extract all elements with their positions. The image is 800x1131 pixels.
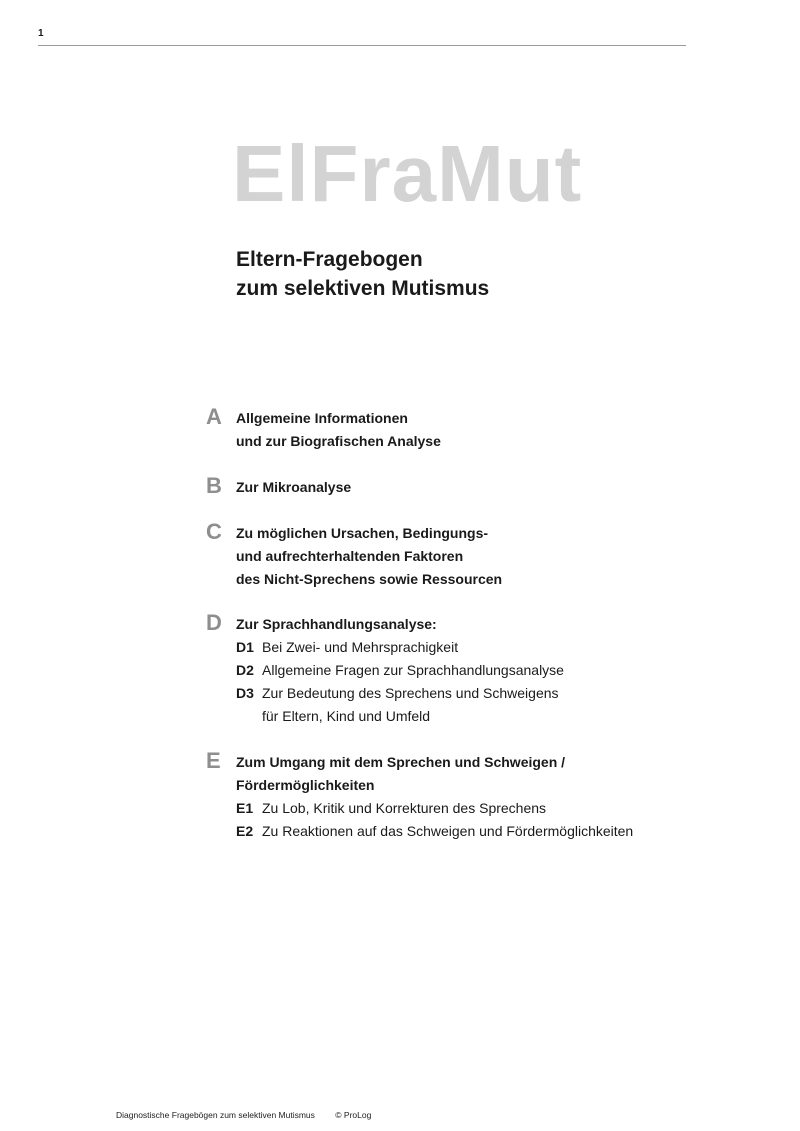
section-letter-e: E	[206, 748, 221, 773]
section-a-line-1: Allgemeine Informationen	[236, 410, 408, 426]
subtitle-line-1: Eltern-Fragebogen	[236, 248, 423, 271]
item-code: D2	[236, 662, 254, 678]
subtitle-line-2: zum selektiven Mutismus	[236, 277, 490, 300]
section-e-line-2: Fördermöglichkeiten	[236, 777, 375, 793]
section-c-line-3: des Nicht-Sprechens sowie Ressourcen	[236, 571, 503, 587]
item-code: D3	[236, 685, 254, 701]
section-letter-c: C	[206, 519, 222, 544]
list-item	[236, 797, 633, 820]
item-text: Bei Zwei- und Mehrsprachigkeit	[262, 639, 459, 655]
item-text: Zu Lob, Kritik und Korrekturen des Sprechens	[262, 800, 547, 816]
list-item	[236, 636, 564, 659]
footer-source: Diagnostische Fragebögen zum selektiven Mutismus	[116, 1110, 315, 1120]
brand-title: ElFraMut	[232, 129, 583, 218]
item-text: Zur Bedeutung des Sprechens und Schweigens	[262, 685, 559, 701]
list-item	[236, 820, 633, 843]
section-b-line-1: Zur Mikroanalyse	[236, 479, 352, 495]
document-subtitle	[236, 245, 489, 303]
footer-copyright: © ProLog	[335, 1110, 372, 1120]
page-footer	[116, 1110, 371, 1120]
list-item	[236, 659, 564, 682]
header-rule	[38, 45, 686, 46]
item-code: E2	[236, 823, 254, 839]
section-c-line-1: Zu möglichen Ursachen, Bedingungs-	[236, 525, 489, 541]
page-number: 1	[38, 28, 44, 39]
item-text-continuation: für Eltern, Kind und Umfeld	[262, 708, 431, 724]
section-c-line-2: und aufrechterhaltenden Faktoren	[236, 548, 464, 564]
section-a-line-2: und zur Biografischen Analyse	[236, 433, 441, 449]
item-code: E1	[236, 800, 254, 816]
item-text: Zu Reaktionen auf das Schweigen und Fördermöglichkeiten	[262, 823, 634, 839]
list-item	[236, 682, 564, 705]
section-letter-d: D	[206, 610, 222, 635]
item-code: D1	[236, 639, 254, 655]
item-text: Allgemeine Fragen zur Sprachhandlungsanalyse	[262, 662, 564, 678]
section-letter-a: A	[206, 404, 222, 429]
section-d-heading: Zur Sprachhandlungsanalyse:	[236, 616, 437, 632]
section-e-line-1: Zum Umgang mit dem Sprechen und Schweigen /	[236, 754, 566, 770]
section-letter-b: B	[206, 473, 222, 498]
